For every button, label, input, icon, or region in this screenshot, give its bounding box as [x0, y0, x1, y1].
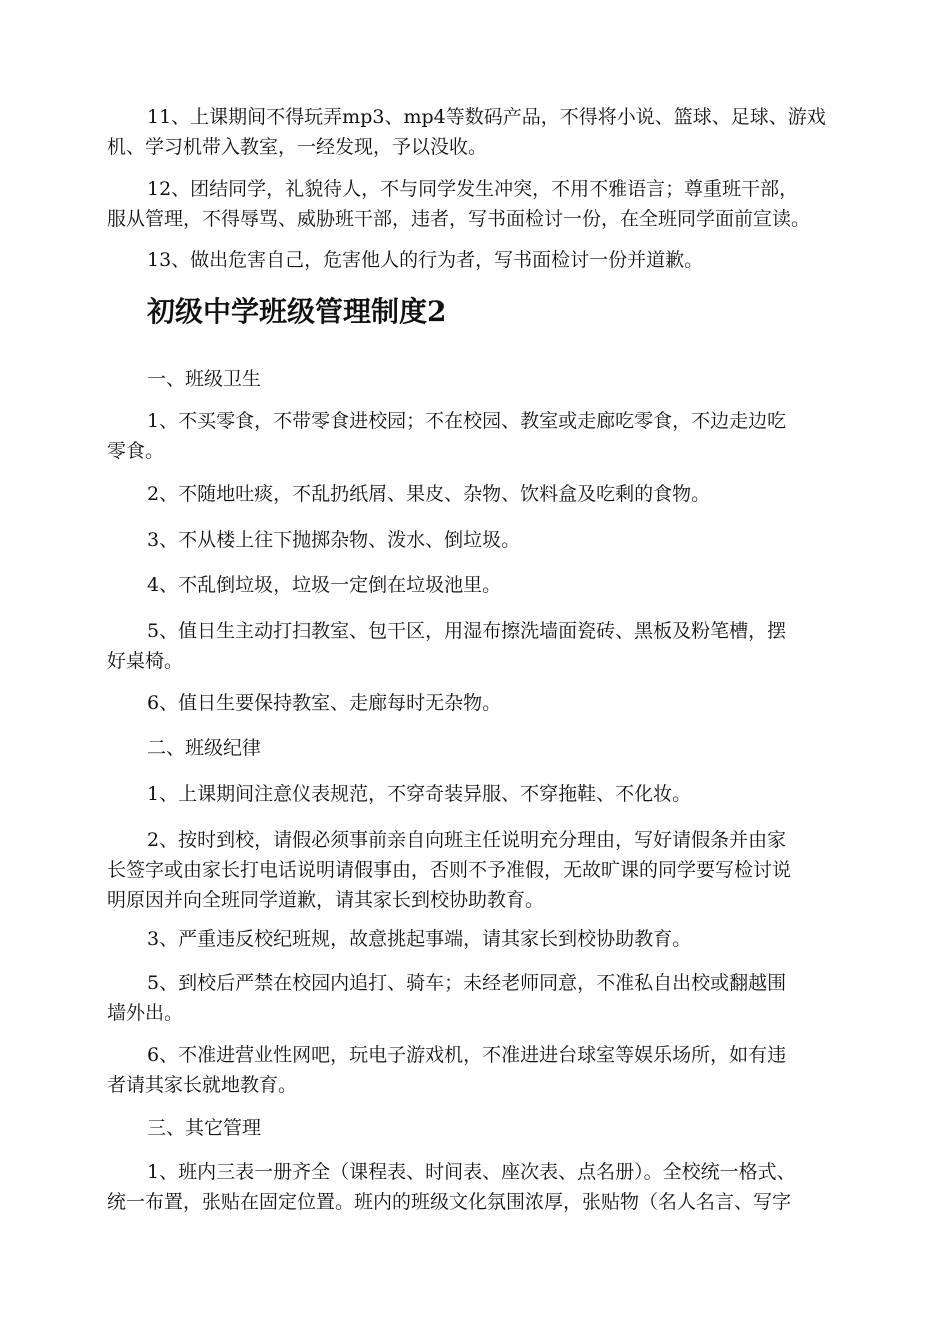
text-line: 3、不从楼上往下抛掷杂物、泼水、倒垃圾。 — [147, 529, 521, 551]
hygiene-rule-1-paragraph — [107, 406, 855, 466]
other-rule-1-paragraph — [107, 1157, 855, 1217]
text-line: 机、学习机带入教室，一经发现，予以没收。 — [107, 136, 488, 158]
text-line: 5、到校后严禁在校园内追打、骑车；未经老师同意，不准私自出校或翻越围 — [147, 972, 787, 994]
discipline-section-title — [107, 733, 855, 763]
text-line: 12、团结同学，礼貌待人，不与同学发生冲突，不用不雅语言；尊重班干部， — [147, 178, 799, 200]
text-line: 5、值日生主动打扫教室、包干区，用湿布擦洗墙面瓷砖、黑板及粉笔槽，摆 — [147, 620, 787, 642]
document-heading: 初级中学班级管理制度2 — [147, 295, 447, 328]
text-line: 2、按时到校，请假必须事前亲自向班主任说明充分理由，写好请假条并由家 — [147, 829, 787, 851]
text-line: 11、上课期间不得玩弄mp3、mp4等数码产品，不得将小说、篮球、足球、游戏 — [147, 106, 826, 128]
hygiene-rule-3-paragraph — [107, 525, 855, 555]
text-line: 1、班内三表一册齐全（课程表、时间表、座次表、点名册）。全校统一格式、 — [147, 1161, 796, 1183]
text-line: 4、不乱倒垃圾，垃圾一定倒在垃圾池里。 — [147, 574, 502, 596]
discipline-rule-5-paragraph — [107, 968, 855, 1028]
discipline-rule-3-paragraph — [107, 924, 855, 954]
rule-11-paragraph — [107, 102, 855, 162]
discipline-rule-6-paragraph — [107, 1040, 855, 1100]
text-line: 者请其家长就地教育。 — [107, 1074, 298, 1096]
discipline-rule-2-paragraph — [107, 825, 855, 915]
text-line: 1、不买零食，不带零食进校园；不在校园、教室或走廊吃零食，不边走边吃 — [147, 410, 787, 432]
text-line: 服从管理，不得辱骂、威胁班干部，违者，写书面检讨一份，在全班同学面前宣读。 — [107, 208, 811, 230]
text-line: 墙外出。 — [107, 1002, 184, 1024]
hygiene-rule-2-paragraph — [107, 479, 855, 509]
hygiene-section-title — [107, 364, 855, 394]
hygiene-rule-6-paragraph — [107, 688, 855, 718]
text-line: 长签字或由家长打电话说明请假事由，否则不予准假，无故旷课的同学要写检讨说 — [107, 859, 792, 881]
hygiene-rule-4-paragraph — [107, 570, 855, 600]
discipline-rule-1-paragraph — [107, 779, 855, 809]
rule-13-paragraph — [107, 245, 855, 275]
text-line: 明原因并向全班同学道歉，请其家长到校协助教育。 — [107, 889, 545, 911]
other-section-title — [107, 1113, 855, 1143]
section-title-text: 一、班级卫生 — [147, 368, 262, 390]
text-line: 好桌椅。 — [107, 650, 184, 672]
section-title-text: 二、班级纪律 — [147, 737, 262, 759]
section-title-text: 三、其它管理 — [147, 1117, 262, 1139]
text-line: 零食。 — [107, 440, 165, 462]
text-line: 统一布置，张贴在固定位置。班内的班级文化氛围浓厚，张贴物（名人名言、写字 — [107, 1191, 792, 1213]
text-line: 3、严重违反校纪班规，故意挑起事端，请其家长到校协助教育。 — [147, 928, 692, 950]
text-line: 6、不准进营业性网吧，玩电子游戏机，不准进进台球室等娱乐场所，如有违 — [147, 1044, 787, 1066]
text-line: 13、做出危害自己，危害他人的行为者，写书面检讨一份并道歉。 — [147, 249, 704, 271]
text-line: 1、上课期间注意仪表规范，不穿奇装异服、不穿拖鞋、不化妆。 — [147, 783, 692, 805]
text-line: 2、不随地吐痰，不乱扔纸屑、果皮、杂物、饮料盒及吃剩的食物。 — [147, 483, 711, 505]
text-line: 6、值日生要保持教室、走廊每时无杂物。 — [147, 692, 502, 714]
hygiene-rule-5-paragraph — [107, 616, 855, 676]
rule-12-paragraph — [107, 174, 855, 234]
